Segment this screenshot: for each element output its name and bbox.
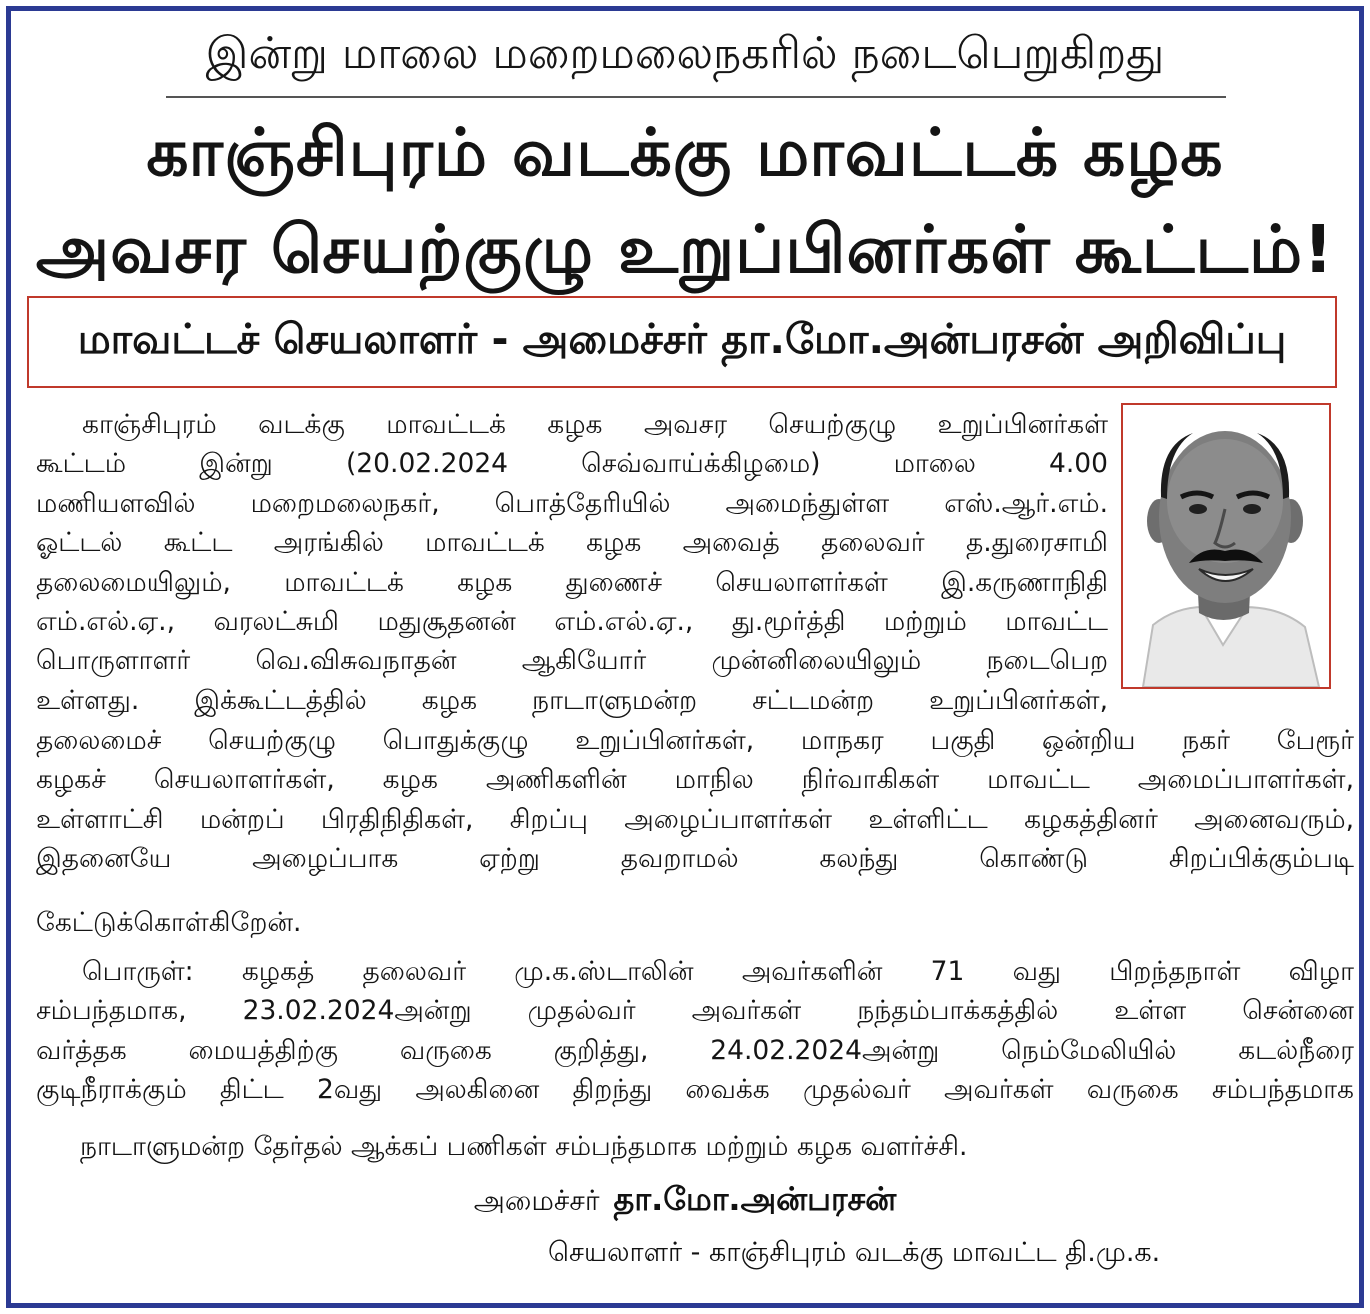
paragraph-1-top [36, 405, 1108, 720]
subheadline: மாவட்டச் செயலாளர் - அமைச்சர் தா.மோ.அன்பரசன் அறிவிப்பு [77, 315, 1287, 363]
kicker-line: இன்று மாலை மறைமலைநகரில் நடைபெறுகிறது [205, 28, 1165, 79]
paragraph-2 [36, 952, 1354, 1110]
signature-title: அமைச்சர் [473, 1184, 600, 1217]
text-line: குடிநீராக்கும் திட்ட 2வது அலகினை திறந்து வைக்க முதல்வர் அவர்கள் வருகை சம்பந்தமாக [36, 1074, 1354, 1106]
text-line: உள்ளது. இக்கூட்டத்தில் கழக நாடாளுமன்ற சட்டமன்ற உறுப்பினர்கள், [36, 684, 1108, 716]
text-line: கழகச் செயலாளர்கள், கழக அணிகளின் மாநில நிர்வாகிகள் மாவட்ட அமைப்பாளர்கள், [36, 764, 1354, 796]
signature-line [0, 1180, 1370, 1222]
signature-designation: செயலாளர் - காஞ்சிபுரம் வடக்கு மாவட்ட தி.மு.க. [548, 1237, 1161, 1268]
text-line: ஓட்டல் கூட்ட அரங்கில் மாவட்டக் கழக அவைத் தலைவர் த.துரைசாமி [36, 527, 1108, 559]
paragraph-1-bottom [36, 721, 1354, 879]
text-line: மணியளவில் மறைமலைநகர், பொத்தேரியில் அமைந்துள்ள எஸ்.ஆர்.எம். [36, 487, 1108, 519]
text-line: எம்.எல்.ஏ., வரலட்சுமி மதுசூதனன் எம்.எல்.ஏ., து.மூர்த்தி மற்றும் மாவட்ட [36, 606, 1108, 638]
text-line: வர்த்தக மையத்திற்கு வருகை குறித்து, 24.02.2024அன்று நெம்மேலியில் கடல்நீரை [36, 1034, 1354, 1066]
portrait-photo [1121, 403, 1331, 689]
headline-line-2: அவசர செயற்குழு உறுப்பினர்கள் கூட்டம்! [35, 211, 1335, 288]
text-line: தலைமையிலும், மாவட்டக் கழக துணைச் செயலாளர்கள் இ.கருணாநிதி [36, 566, 1108, 598]
subheadline-box [27, 296, 1337, 388]
text-line: பொருளாளர் வெ.விசுவநாதன் ஆகியோர் முன்னிலையிலும் நடைபெற [36, 645, 1108, 677]
text-line: உள்ளாட்சி மன்றப் பிரதிநிதிகள், சிறப்பு அழைப்பாளர்கள் உள்ளிட்ட கழகத்தினர் அனைவரும், [36, 803, 1354, 835]
text-line: காஞ்சிபுரம் வடக்கு மாவட்டக் கழக அவசர செயற்குழு உறுப்பினர்கள் [82, 409, 1108, 440]
text-line: பொருள்: கழகத் தலைவர் மு.க.ஸ்டாலின் அவர்களின் 71 வது பிறந்தநாள் விழா [82, 956, 1354, 987]
divider-rule [166, 96, 1226, 98]
text-line: கூட்டம் இன்று (20.02.2024 செவ்வாய்க்கிழமை) மாலை 4.00 [36, 448, 1108, 480]
paragraph-1-end [36, 903, 1354, 942]
text-line: தலைமைச் செயற்குழு பொதுக்குழு உறுப்பினர்கள், மாநகர பகுதி ஒன்றிய நகர் பேரூர் [36, 725, 1354, 756]
headline-line-1: காஞ்சிபுரம் வடக்கு மாவட்டக் கழக [146, 114, 1224, 191]
text-line: சம்பந்தமாக, 23.02.2024அன்று முதல்வர் அவர்கள் நந்தம்பாக்கத்தில் உள்ள சென்னை [36, 995, 1354, 1027]
signature-name: தா.மோ.அன்பரசன் [613, 1180, 897, 1218]
text-line: நாடாளுமன்ற தேர்தல் ஆக்கப் பணிகள் சம்பந்தமாக மற்றும் கழக வளர்ச்சி. [80, 1131, 968, 1162]
text-line: கேட்டுக்கொள்கிறேன். [36, 907, 302, 938]
text-line: இதனையே அழைப்பாக ஏற்று தவறாமல் கலந்து கொண்டு சிறப்பிக்கும்படி [36, 843, 1354, 875]
portrait-image [1123, 405, 1329, 687]
paragraph-2-end [80, 1127, 1280, 1166]
